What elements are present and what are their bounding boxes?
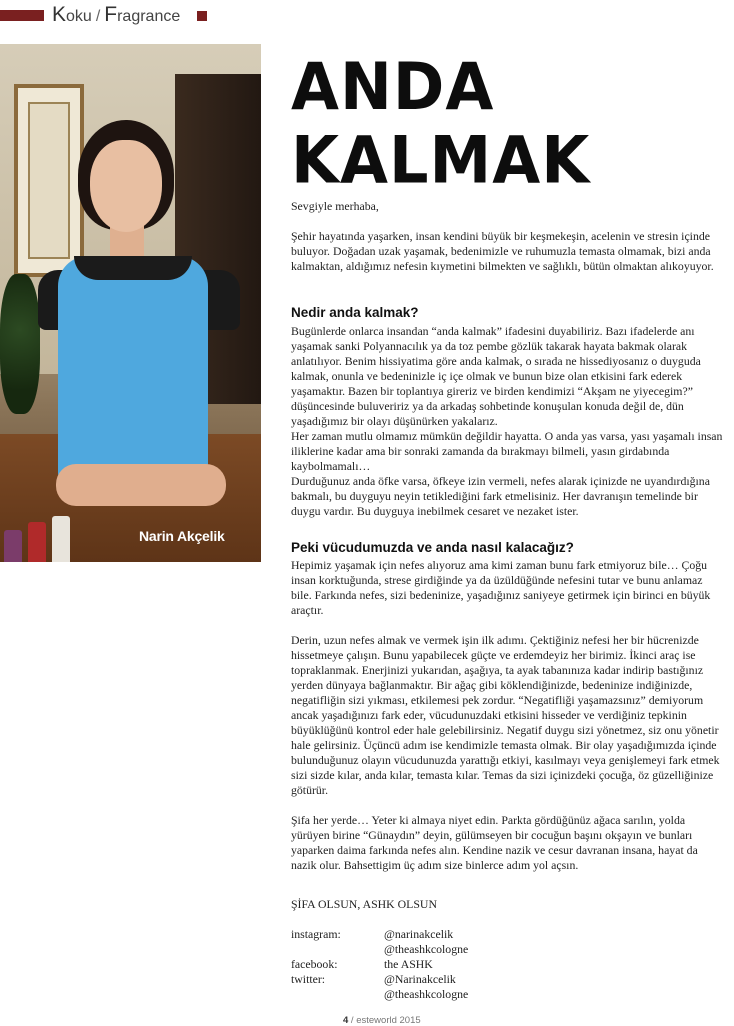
signoff-text: ŞİFA OLSUN, ASHK OLSUN: [291, 897, 437, 911]
photo-caption: Narin Akçelik: [139, 528, 225, 544]
section-label-koku: oku: [66, 8, 92, 25]
section1-p3: Durduğunuz anda öfke varsa, öfkeye izin vermeli, nefes alarak içinizde ne uyandırdığına bakmalı, bu duyguyu neyin tetiklediğini fark etmelisiniz. Her davranışın temelinde bir duygu vardır. Bu duyguya inebilmek cesaret ve nezaket ister.: [291, 474, 710, 518]
section-header: [0, 3, 300, 25]
blue-blouse: [58, 256, 208, 481]
greeting: [291, 199, 723, 214]
section2-p3: Şifa her yerde… Yeter ki almaya niyet edin. Parkta gördüğünüz ağaca sarılın, yolda yürüyen birine “Günaydın” deyin, gülümseyen bir cocuğun başını okşayın ve bunları yaparken daima farkında nefes alın. Kendine nazik ve cesur davranan insana, hayat da nazik olur. Bahsettigim üç adım size binlerce adım yol açsın.: [291, 813, 698, 872]
perfume-bottles: [4, 512, 84, 562]
title-line-1: ANDA: [291, 47, 495, 125]
section1-p2: Her zaman mutlu olmamız mümkün değildir hayatta. O anda yas varsa, yası yaşamalı insan iliklerine kadar ama bir sonraki zamanda da bırakmayı bilmeli, yasın girdabında kaybolmamalı…: [291, 429, 723, 473]
portrait-photo: [0, 44, 261, 562]
contact-value[interactable]: the ASHK: [384, 957, 433, 971]
contact-value[interactable]: @theashkcologne: [384, 942, 469, 956]
section1-body: [291, 324, 723, 519]
contact-label: instagram:: [291, 927, 341, 941]
signoff: [291, 897, 723, 912]
section-slash: /: [95, 8, 101, 25]
section-label: Koku / Fragrance: [52, 3, 181, 26]
contact-value[interactable]: @theashkcologne: [384, 987, 469, 1001]
section-label-fragrance: ragrance: [117, 8, 181, 25]
greeting-text: Sevgiyle merhaba,: [291, 199, 379, 213]
section1-heading: Nedir anda kalmak?: [291, 305, 419, 320]
page-footer: [343, 1015, 421, 1026]
section-label-f: F: [104, 3, 118, 26]
contact-label: facebook:: [291, 957, 338, 971]
section2-p2: Derin, uzun nefes almak ve vermek işin ilk adımı. Çektiğiniz nefesi her bir hücrenizde hissetmeye çalışın. Bunu yapabilecek güçte ve erdemdeyiz her birimiz. İkinci araç ise topraklanmak. Enerjinizi yukarıdan, aşağıya, ta ayak tabanınıza kadar indirip bastığınız yerden dünyaya bağlanmaktır. Bir ağaç gibi köklendiğinizde, bedeninize indiğinizde, negatifliğin sizi yıkması, etkilemesi pek zordur. “Negatifliği yaşamazsınız” demiyorum ancak yaşadığınızı fark eder, vücudunuzdaki etkisini hisseder ve verdiğiniz tepkinin büyüklüğünü kontrol eder hale gelebilirsiniz. Negatif duygu sizi yönetmez, siz onu yönetir hale gelirsiniz. Üçüncü adım ise kendimizle temasta olmak. Bir olay yaşadığımızda içinde bulunduğunuz olayın vücudunuzda yarattığı etkiyi, kasılmayı veya genişlemeyi fark etmek sizi sizde kılar, anda kılar, temasta kılar. Temas da sizi içinizdeki çocuğa, öz güzelliğinize götürür.: [291, 633, 720, 797]
page-number: 4: [343, 1015, 349, 1026]
title-line-2: KALMAK: [291, 121, 591, 199]
section2-heading: Peki vücudumuzda ve anda nasıl kalacağız?: [291, 540, 574, 555]
plant: [0, 274, 40, 414]
framed-picture: [14, 84, 84, 277]
section2-p1: Hepimiz yaşamak için nefes alıyoruz ama kimi zaman bunu fark etmiyoruz bile… Çoğu insan korktuğunda, strese girdiğinde ya da üzüldüğünde nefesini tutar ve bunu anlamaz bile. Farkında nefes, sizi bedeninize, yaşadığınız saniyeye getirmek için birinci en büyük araçtır.: [291, 558, 711, 617]
contact-value[interactable]: @narinakcelik: [384, 927, 454, 941]
face: [90, 140, 162, 232]
section-bar: [0, 10, 44, 21]
contact-value[interactable]: @Narinakcelik: [384, 972, 456, 986]
section2-body: [291, 558, 723, 873]
publication-name: / esteworld 2015: [348, 1015, 421, 1026]
section-square: [197, 11, 207, 21]
article-title: [291, 47, 591, 199]
contact-label: twitter:: [291, 972, 326, 986]
section1-p1: Bugünlerde onlarca insandan “anda kalmak” ifadesini duyabiliriz. Bazı ifadelerde anı yaşamak sanki Polyannacılık ya da toz pembe gözlük takarak hayata bakmak olarak anlatılıyor. Benim hissiyatima göre anda kalmak, o sırada ne hissediyosanız o duyguda kalmak, onunla ve bedeninizle iç içe olmak ve bunun bize olan etkisini fark ederek yaşamaktır. Bazen bir toplantıya gireriz ve birden kendimizi “Akşam ne yiyecegim?” düşüncesinde buluveririz ya da arkadaş sohbetinde konuşulan konuda değil de, dün yaşadığımız bir olayı düşünürken yakalarız.: [291, 324, 701, 428]
intro-text: Şehir hayatında yaşarken, insan kendini büyük bir keşmekeşin, acelenin ve stresin içinde buluyor. Doğadan uzak yaşamak, bedenimizle ve ruhumuzla temasta olmamak, bizi anda kalmaktan, aldığımız nefesin kıymetini bilmekten ve sağlıklı, bütün olmaktan alıkoyuyor.: [291, 229, 714, 273]
intro-paragraph: [291, 229, 723, 274]
